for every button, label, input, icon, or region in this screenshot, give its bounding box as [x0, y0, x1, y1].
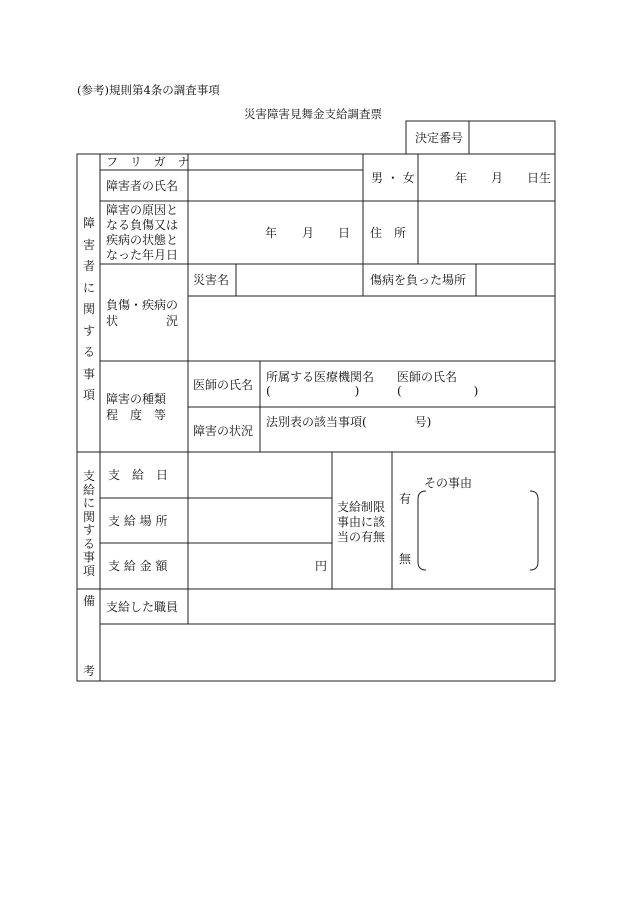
- yen-label: 円: [315, 559, 328, 573]
- cause-month-label: 月: [302, 226, 315, 240]
- disaster-name-label: 災害名: [193, 273, 230, 287]
- birth-year-label: 年: [455, 171, 468, 185]
- disability-status-label: 障害の状況: [193, 424, 254, 438]
- decision-number-label: 決定番号: [415, 131, 464, 145]
- injury-status-label: 負傷・疾病の 状 況: [106, 298, 179, 328]
- institution-label: 所属する医療機関名: [266, 370, 375, 384]
- birth-day-label: 日生: [527, 171, 552, 185]
- doctor-paren: ( ): [397, 384, 479, 398]
- pay-place-label: 支 給 場 所: [108, 514, 168, 528]
- section-payment-label: 支 給 に 関 す る 事 項: [82, 469, 95, 578]
- cause-year-label: 年: [265, 226, 278, 240]
- remarks-label-top: 備: [83, 594, 96, 608]
- furigana-label: フ リ ガ ナ: [106, 155, 194, 169]
- section-disabled-person-label: 障 害 者 に 関 す る 事 項: [82, 216, 95, 402]
- form-title: 災害障害見舞金支給調査票: [244, 107, 382, 121]
- institution-paren: ( ): [266, 384, 360, 398]
- restriction-yes-option[interactable]: 有: [399, 492, 412, 506]
- doctor-label: 医師の氏名: [397, 370, 458, 384]
- doctor-name-row-label: 医師の氏名: [193, 378, 254, 392]
- address-label: 住 所: [370, 226, 407, 240]
- name-label: 障害者の氏名: [106, 179, 179, 193]
- reason-label: その事由: [424, 476, 473, 490]
- gender-selector[interactable]: 男 ・ 女: [371, 171, 415, 185]
- law-table-item-label: 法別表の該当事項( 号): [266, 415, 432, 429]
- restriction-no-option[interactable]: 無: [399, 552, 412, 566]
- reference-note: (参考)規則第4条の調査事項: [77, 83, 220, 97]
- cause-day-label: 日: [338, 226, 351, 240]
- pay-date-label: 支 給 日: [108, 468, 169, 482]
- pay-amount-label: 支 給 金 額: [108, 559, 168, 573]
- disability-type-label: 障害の種類 程 度 等: [106, 392, 167, 422]
- paying-staff-label: 支給した職員: [106, 600, 179, 614]
- remarks-label-bottom: 考: [83, 664, 96, 678]
- injury-place-label: 傷病を負った場所: [370, 273, 467, 287]
- cause-date-label: 障害の原因と なる負傷又は 疾病の状態と なった年月日: [106, 203, 179, 262]
- birth-month-label: 月: [491, 171, 504, 185]
- restriction-label: 支給制限 事由に該 当の有無: [337, 500, 386, 544]
